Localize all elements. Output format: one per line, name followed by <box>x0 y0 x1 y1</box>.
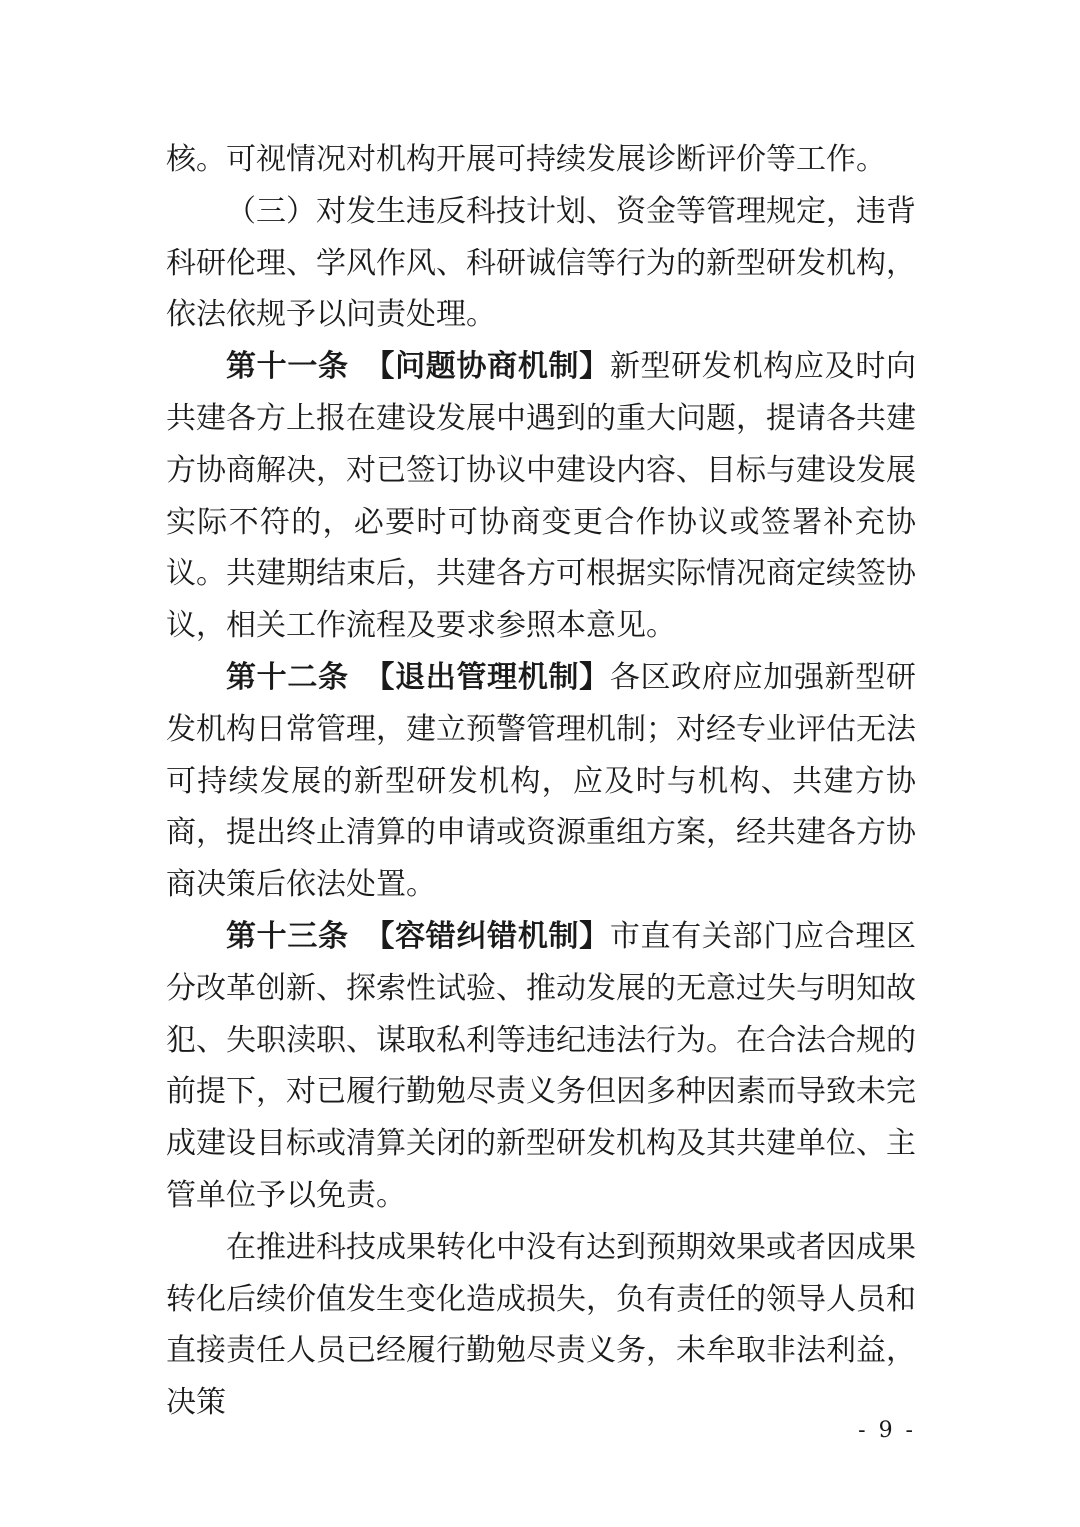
paragraph-text: （三）对发生违反科技计划、资金等管理规定，违背科研伦理、学风作风、科研诚信等行为的新型研发机构，依法依规予以问责处理。 <box>166 193 916 333</box>
paragraph-continuation <box>166 134 916 186</box>
article-thirteen <box>166 911 916 1222</box>
document-body <box>166 134 916 1429</box>
paragraph-achievement-transfer <box>166 1222 916 1429</box>
article-title: 第十一条 【问题协商机制】 <box>226 349 610 385</box>
article-twelve <box>166 652 916 911</box>
page-number: - 9 - <box>858 1418 916 1443</box>
paragraph-text: 核。可视情况对机构开展可持续发展诊断评价等工作。 <box>166 142 886 177</box>
article-text: 新型研发机构应及时向共建各方上报在建设发展中遇到的重大问题，提请各共建方协商解决，对已签订协议中建设内容、目标与建设发展实际不符的，必要时可协商变更合作协议或签署补充协议。共建期结束后，共建各方可根据实际情况商定续签协议，相关工作流程及要求参照本意见。 <box>166 349 917 644</box>
article-title: 第十三条 【容错纠错机制】 <box>226 918 610 954</box>
paragraph-text: 在推进科技成果转化中没有达到预期效果或者因成果转化后续价值发生变化造成损失，负有责任的领导人员和直接责任人员已经履行勤勉尽责义务，未牟取非法利益，决策 <box>166 1229 916 1421</box>
article-text: 各区政府应加强新型研发机构日常管理，建立预警管理机制；对经专业评估无法可持续发展的新型研发机构，应及时与机构、共建方协商，提出终止清算的申请或资源重组方案，经共建各方协商决策后依法处置。 <box>166 659 917 903</box>
article-eleven <box>166 341 916 652</box>
article-text: 市直有关部门应合理区分改革创新、探索性试验、推动发展的无意过失与明知故犯、失职渎职、谋取私利等违纪违法行为。在合法合规的前提下，对已履行勤勉尽责义务但因多种因素而导致未完成建设目标或清算关闭的新型研发机构及其共建单位、主管单位予以免责。 <box>166 918 917 1213</box>
paragraph-item-three <box>166 186 916 341</box>
article-title: 第十二条 【退出管理机制】 <box>226 659 610 695</box>
